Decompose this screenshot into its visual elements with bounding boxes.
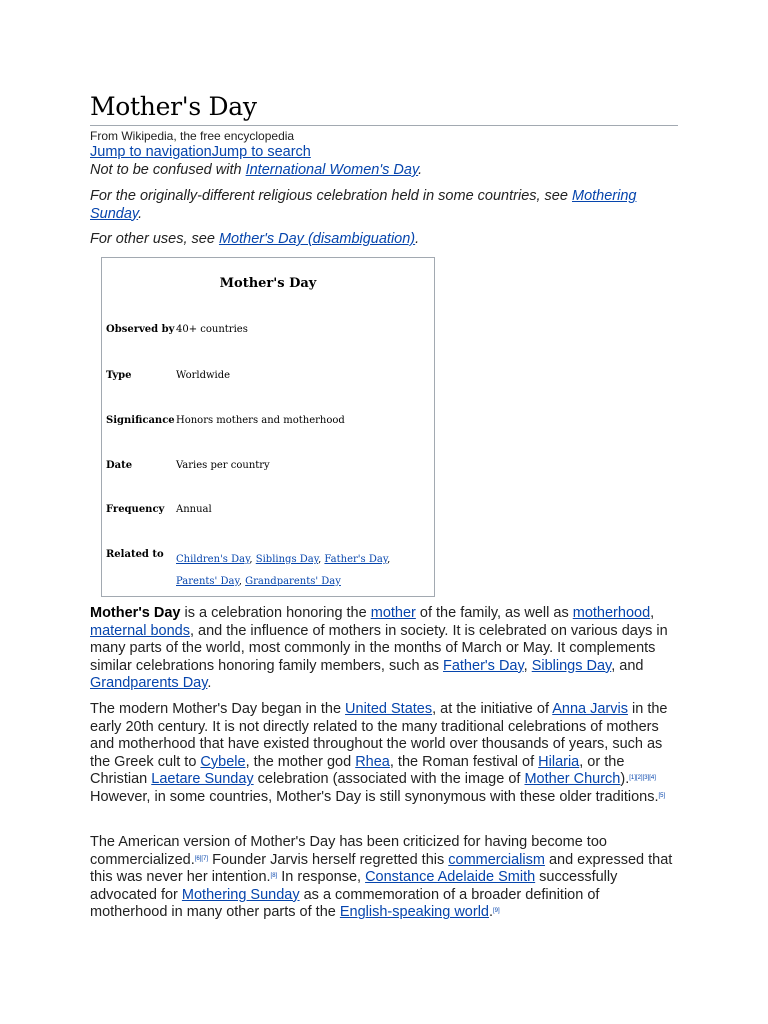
paragraph-text: , the Roman festival of	[389, 753, 539, 770]
citation-1-4[interactable]: [1][2][3][4]	[629, 775, 656, 782]
infobox-value: Honors mothers and motherhood	[176, 415, 345, 426]
infobox-label: Observed by	[106, 324, 175, 335]
citation-8[interactable]: [8]	[270, 873, 278, 880]
motherhood-link[interactable]: motherhood	[572, 605, 651, 621]
history-paragraph	[90, 701, 680, 807]
paragraph-text: In response,	[277, 869, 366, 886]
infobox	[101, 257, 435, 597]
paragraph-text: , and the influence of mothers in society. It is celebrated on various days in many parts of the world, most commonly in the months of March or May. It complements similar celebrations honoring family members, such as	[90, 622, 668, 674]
hatnote-other-uses	[90, 231, 670, 249]
hatnote-text: For the originally-different religious celebration held in some countries, see	[90, 188, 572, 204]
hatnote-text: For other uses, see	[90, 231, 219, 247]
paragraph-text: However, in some countries, Mother's Day is still synonymous with these older traditions.	[90, 788, 659, 805]
mother-church-link[interactable]: Mother Church	[524, 771, 621, 788]
mothering-sunday-hatnote-link[interactable]: Mothering Sunday	[90, 188, 637, 222]
hatnote-text: .	[418, 162, 423, 178]
paragraph-text: , the mother god	[245, 753, 356, 770]
jump-links	[90, 144, 311, 160]
hilaria-link[interactable]: Hilaria	[538, 753, 580, 770]
hatnote-religious	[90, 188, 670, 223]
separator: ,	[387, 554, 391, 565]
paragraph-text: is a celebration honoring the	[180, 605, 371, 621]
constance-adelaide-smith-link[interactable]: Constance Adelaide Smith	[365, 869, 536, 886]
paragraph-text: The modern Mother's Day began in the	[90, 701, 346, 717]
infobox-label: Frequency	[106, 504, 165, 515]
infobox-value: 40+ countries	[176, 324, 248, 335]
paragraph-text: and expressed that this was never her intention.	[90, 851, 673, 886]
parents-day-link[interactable]: Parents' Day	[176, 576, 239, 587]
paragraph-text: ,	[650, 605, 655, 621]
paragraph-text: .	[207, 675, 212, 692]
paragraph-text: , and	[611, 657, 644, 674]
disambiguation-link[interactable]: Mother's Day (disambiguation)	[218, 231, 416, 247]
childrens-day-link[interactable]: Children's Day	[176, 554, 250, 565]
separator: ,	[318, 554, 325, 565]
mother-link[interactable]: mother	[370, 605, 416, 621]
paragraph-text: successfully advocated for	[90, 869, 618, 903]
criticism-paragraph	[90, 834, 680, 922]
related-holidays	[176, 549, 426, 593]
paragraph-text: .	[488, 904, 494, 921]
site-tagline: From Wikipedia, the free encyclopedia	[90, 129, 295, 143]
paragraph-text: of the family, as well as	[415, 605, 573, 621]
fathers-day-link[interactable]: Father's Day	[324, 554, 388, 565]
infobox-value: Annual	[176, 504, 212, 515]
siblings-day-text-link[interactable]: Siblings Day	[531, 657, 612, 674]
english-speaking-world-link[interactable]: English-speaking world	[339, 904, 489, 921]
jump-to-navigation-link[interactable]: Jump to navigation	[90, 144, 212, 160]
anna-jarvis-link[interactable]: Anna Jarvis	[552, 701, 628, 717]
commercialism-link[interactable]: commercialism	[448, 851, 545, 868]
infobox-label: Related to	[106, 549, 164, 560]
citation-6-7[interactable]: [6][7]	[194, 855, 209, 862]
hatnote-text: Not to be confused with	[90, 162, 246, 178]
maternal-bonds-link[interactable]: maternal bonds	[90, 622, 190, 639]
title-divider	[90, 125, 678, 126]
page-title: Mother's Day	[90, 92, 257, 121]
infobox-label: Type	[106, 370, 132, 381]
infobox-label: Date	[106, 460, 133, 471]
separator: ,	[249, 554, 256, 565]
paragraph-text: ).	[620, 771, 630, 788]
article-subject: Mother's Day	[90, 605, 181, 621]
paragraph-text: ,	[523, 657, 532, 674]
infobox-label: Significance	[106, 415, 175, 426]
infobox-title: Mother's Day	[219, 276, 317, 291]
international-womens-day-link[interactable]: International Women's Day	[245, 162, 419, 178]
jump-to-search-link[interactable]: Jump to search	[211, 144, 311, 160]
paragraph-text: , at the initiative of	[432, 701, 553, 717]
grandparents-day-link[interactable]: Grandparents' Day	[245, 576, 341, 587]
fathers-day-text-link[interactable]: Father's Day	[442, 657, 524, 674]
paragraph-text: , or the Christian	[90, 753, 625, 788]
paragraph-text: The American version of Mother's Day has been criticized for having become too commercialized.	[90, 834, 607, 868]
grandparents-day-text-link[interactable]: Grandparents Day	[90, 675, 208, 692]
rhea-link[interactable]: Rhea	[355, 753, 390, 770]
infobox-value: Varies per country	[176, 460, 270, 471]
paragraph-text: as a commemoration of a broader definition of motherhood in many other parts of the	[90, 886, 600, 921]
mothering-sunday-link[interactable]: Mothering Sunday	[181, 886, 300, 903]
hatnote-text: .	[138, 205, 143, 222]
hatnote-confused	[90, 162, 670, 180]
paragraph-text: in the early 20th century. It is not directly related to the many traditional celebrations of mothers and motherhood that have existed throughout the world over thousands of years, such as the Greek cult to	[90, 701, 668, 770]
hatnote-text: .	[415, 231, 420, 247]
paragraph-text: celebration (associated with the image of	[253, 771, 525, 788]
siblings-day-link[interactable]: Siblings Day	[255, 554, 319, 565]
paragraph-text: Founder Jarvis herself regretted this	[208, 851, 449, 868]
citation-5[interactable]: [5]	[658, 792, 666, 799]
laetare-sunday-link[interactable]: Laetare Sunday	[151, 771, 254, 788]
citation-9[interactable]: [9]	[493, 908, 500, 915]
united-states-link[interactable]: United States	[345, 701, 433, 717]
separator: ,	[238, 576, 246, 587]
intro-paragraph	[90, 605, 680, 693]
cybele-link[interactable]: Cybele	[200, 753, 246, 770]
infobox-value: Worldwide	[176, 370, 231, 381]
